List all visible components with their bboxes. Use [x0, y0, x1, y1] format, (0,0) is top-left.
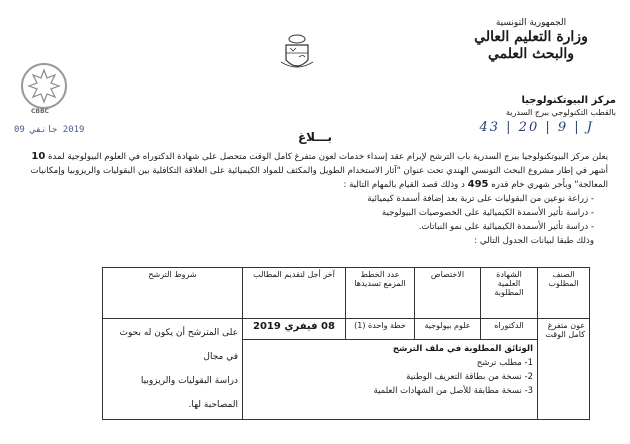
document-item: 2- نسخة من بطاقة التعريف الوطنية: [406, 371, 533, 382]
cell-deadline: 08 فيفري 2019: [243, 319, 346, 340]
table-header-row: [103, 268, 590, 319]
announcement-title: بـــلاغ: [297, 130, 333, 144]
conditions-line-2: دراسة البقوليات والريزوبيا المصاحبة لها.: [140, 376, 238, 410]
task-item: - دراسة تأثير الأسمدة الكيميائية على نمو النباتات.: [418, 222, 594, 232]
center-block: [466, 95, 616, 117]
logo-text: CBBC: [31, 108, 49, 115]
cell-number: خطة واحدة (1): [346, 319, 415, 340]
conditions-line-1: على المترشح أن يكون له بحوث في مجال: [119, 328, 238, 362]
contract-duration: 10: [31, 151, 46, 162]
received-stamp: 2019 جانفي 09: [14, 125, 85, 135]
cbbc-logo-icon: [18, 60, 70, 112]
cell-post: عون متفرغ كامل الوقت: [538, 319, 590, 420]
republic-label: الجمهورية التونسية: [495, 18, 567, 28]
header-certificate: الشهادة العلمية المطلوبة: [481, 268, 538, 319]
cell-specialty: علوم بيولوجية: [415, 319, 481, 340]
ministry-line-2: والبحث العلمي: [487, 46, 575, 62]
coat-of-arms-icon: [278, 32, 316, 74]
intro-text-a: يعلن مركز البيوتكنولوجيا ببرج السدرية باب الترشح لإبرام عقد إسداء خدمات لعون متفرغ كامل الوقت متحصل على شهادة الدكتوراه في العلوم البيولوجية لمدة: [48, 152, 608, 162]
center-address: بالقطب التكنولوجي ببرج السدرية: [505, 108, 616, 117]
ministry-line-1: وزارة التعليم العالي: [474, 29, 588, 45]
header-number: عدد الخطط المزمع تسديدها: [346, 268, 415, 319]
center-name: مركز البيوتكنولوجيا: [521, 95, 616, 106]
header-conditions: شروط الترشح: [103, 268, 243, 319]
positions-table: [102, 267, 590, 420]
header-deadline: آخر أجل لتقديم المطالب: [243, 268, 346, 319]
cell-conditions: [103, 319, 243, 420]
table-row: [103, 319, 590, 340]
documents-heading: الوثائق المطلوبة في ملف الترشح: [392, 343, 533, 354]
documents-cell: [243, 339, 538, 419]
header-specialty: الاختصاص: [415, 268, 481, 319]
task-item: - زراعة نوعين من البقوليات على تربة بعد إضافة أسمدة كيميائية: [367, 194, 594, 204]
intro-text-b: أشهر في إطار مشروع البحث التونسي الهندي تحت عنوان "آثار الاستخدام الطويل والمكثف للمواد الكيميائية على العلاقة التكافلية بين البقوليات والريزوبيا وإمكانيات المعالجة" وبأجر شهري خام قدره: [30, 166, 608, 190]
closing-line: وذلك طبقا لبيانات الجدول التالي :: [474, 236, 594, 246]
salary-amount: 495: [467, 179, 489, 190]
document-item: 3- نسخة مطابقة للأصل من الشهادات العلمية: [373, 385, 533, 396]
reference-number: 43 | 20 | 9 | J: [479, 120, 594, 135]
intro-text-c: د وذلك قصد القيام بالمهام التالية :: [343, 180, 465, 190]
header-post: الصنف المطلوب: [538, 268, 590, 319]
task-item: - دراسة تأثير الأسمدة الكيميائية على الخصوصيات البيولوجية: [381, 208, 594, 218]
letterhead: [446, 18, 616, 62]
intro-paragraph: [18, 150, 608, 192]
document-item: 1- مطلب ترشح: [476, 357, 533, 368]
cell-certificate: الدكتوراه: [481, 319, 538, 340]
announcement-body: [18, 150, 608, 248]
